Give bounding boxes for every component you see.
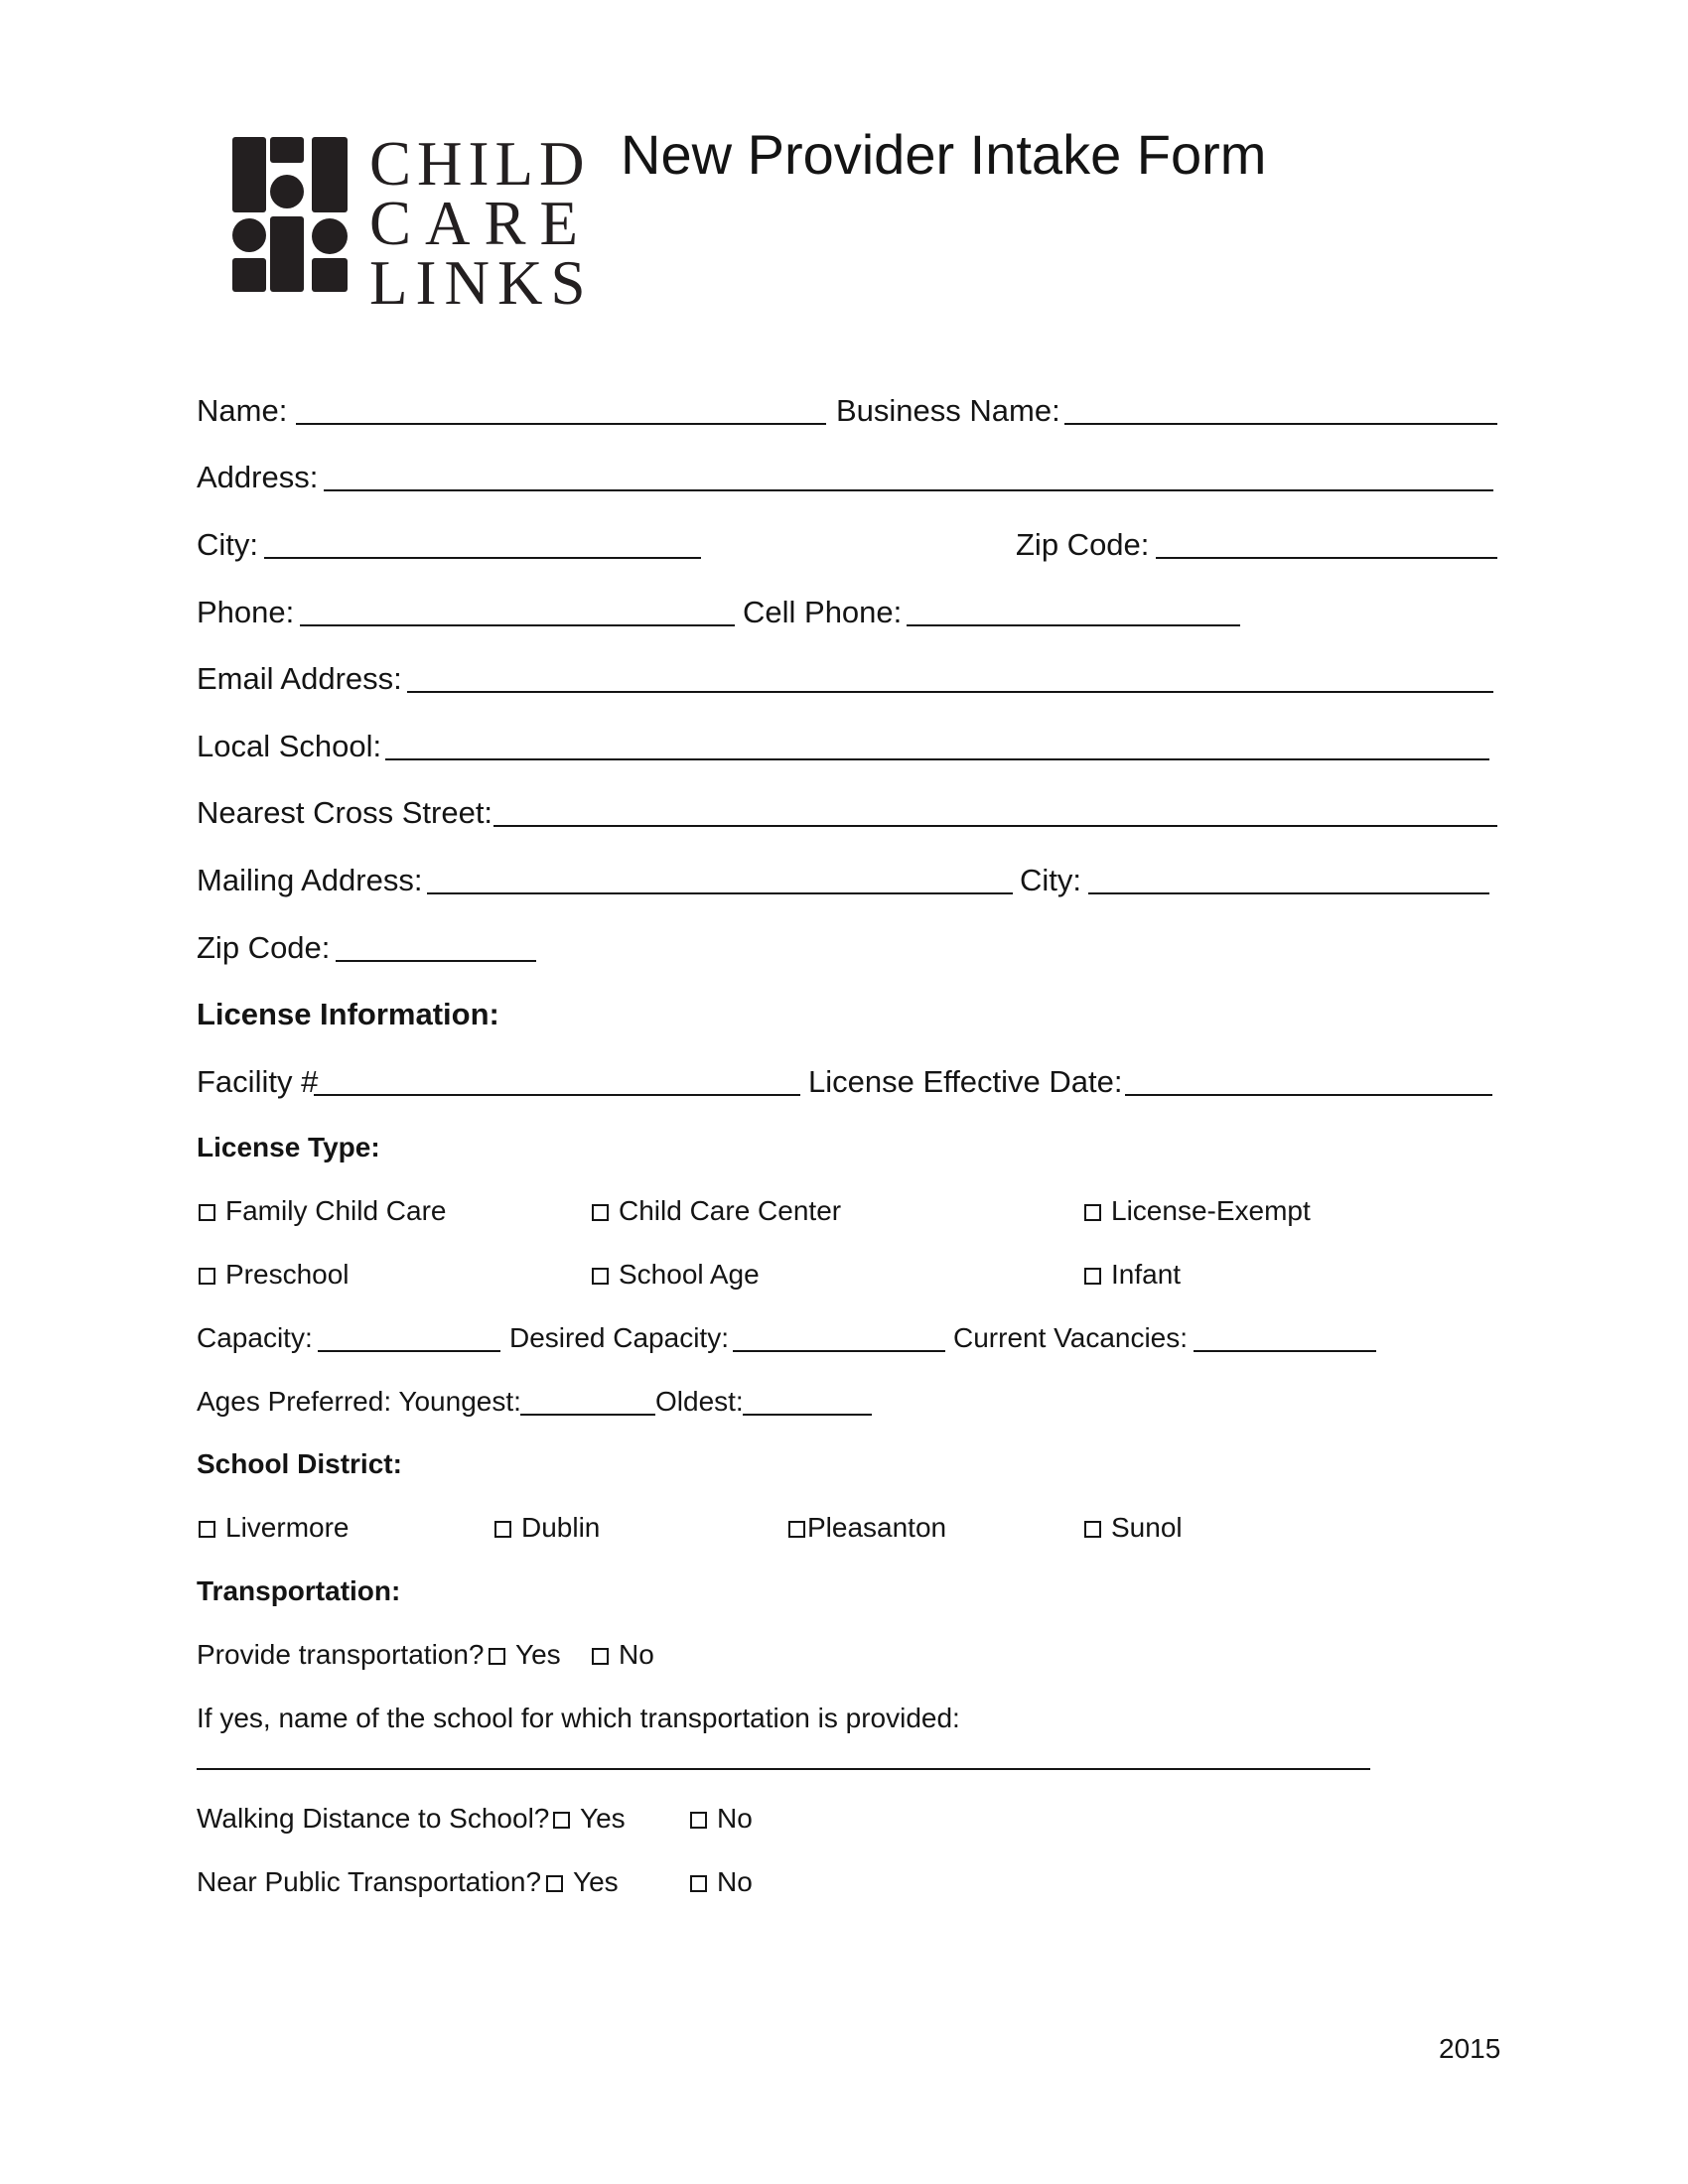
license-type-family-child-care[interactable]: Family Child Care (199, 1193, 447, 1229)
checkbox[interactable] (592, 1268, 609, 1285)
local-school-label: Local School: (197, 729, 382, 763)
name-field[interactable] (296, 423, 826, 425)
checkbox[interactable] (1084, 1268, 1101, 1285)
district-sunol[interactable]: Sunol (1084, 1510, 1183, 1546)
checkbox[interactable] (199, 1268, 215, 1285)
walking-distance-label: Walking Distance to School? (197, 1803, 550, 1834)
zip-code-label: Zip Code: (1016, 527, 1150, 562)
transportation-heading: Transportation: (197, 1575, 401, 1606)
mailing-city-label: City: (1020, 863, 1081, 897)
mailing-address-label: Mailing Address: (197, 863, 423, 897)
city-field[interactable] (264, 557, 701, 559)
desired-capacity-field[interactable] (733, 1350, 945, 1352)
logo-block (232, 137, 266, 212)
checkbox[interactable] (788, 1521, 805, 1538)
checkbox[interactable] (494, 1521, 511, 1538)
ages-preferred-label: Ages Preferred: Youngest: (197, 1386, 521, 1417)
city-label: City: (197, 527, 258, 562)
cell-phone-field[interactable] (907, 624, 1240, 626)
logo (230, 129, 594, 318)
email-field[interactable] (407, 691, 1493, 693)
oldest-label: Oldest: (655, 1386, 744, 1417)
provide-transportation-no[interactable]: No (592, 1637, 654, 1673)
mailing-zip-label: Zip Code: (197, 930, 331, 965)
license-information-heading: License Information: (197, 997, 499, 1031)
facility-label: Facility # (197, 1064, 319, 1099)
business-name-field[interactable] (1064, 423, 1497, 425)
logo-text-child: CHILD (369, 129, 591, 199)
form-title: New Provider Intake Form (621, 123, 1267, 186)
mailing-address-field[interactable] (427, 892, 1013, 894)
license-type-child-care-center[interactable]: Child Care Center (592, 1193, 841, 1229)
transportation-school-label: If yes, name of the school for which transportation is provided: (197, 1703, 960, 1733)
checkbox[interactable] (690, 1812, 707, 1829)
phone-label: Phone: (197, 595, 295, 629)
walking-distance-yes[interactable]: Yes (553, 1801, 626, 1837)
desired-capacity-label: Desired Capacity: (509, 1322, 729, 1353)
cross-street-field[interactable] (493, 825, 1497, 827)
checkbox[interactable] (690, 1875, 707, 1892)
oldest-field[interactable] (743, 1414, 872, 1416)
email-label: Email Address: (197, 661, 402, 696)
logo-block (312, 137, 348, 212)
checkbox[interactable] (592, 1648, 609, 1665)
capacity-label: Capacity: (197, 1322, 313, 1353)
business-name-label: Business Name: (836, 393, 1060, 428)
license-type-school-age[interactable]: School Age (592, 1257, 760, 1293)
checkbox[interactable] (489, 1648, 505, 1665)
youngest-field[interactable] (520, 1414, 655, 1416)
logo-block (270, 216, 304, 292)
public-transportation-label: Near Public Transportation? (197, 1866, 542, 1897)
logo-text-care: CARE (369, 189, 593, 258)
checkbox[interactable] (592, 1204, 609, 1221)
walking-distance-no[interactable]: No (690, 1801, 753, 1837)
local-school-field[interactable] (385, 758, 1489, 760)
logo-block (232, 258, 266, 292)
checkbox[interactable] (199, 1204, 215, 1221)
capacity-field[interactable] (318, 1350, 500, 1352)
transportation-school-field[interactable] (197, 1768, 1370, 1770)
public-transportation-no[interactable]: No (690, 1864, 753, 1900)
facility-field[interactable] (314, 1094, 800, 1096)
checkbox[interactable] (553, 1812, 570, 1829)
current-vacancies-field[interactable] (1194, 1350, 1376, 1352)
logo-text-links: LINKS (369, 248, 594, 318)
logo-block (312, 258, 348, 292)
district-dublin[interactable]: Dublin (494, 1510, 600, 1546)
checkbox[interactable] (1084, 1204, 1101, 1221)
logo-block (312, 218, 348, 254)
phone-field[interactable] (300, 624, 735, 626)
checkbox[interactable] (199, 1521, 215, 1538)
cross-street-label: Nearest Cross Street: (197, 795, 493, 830)
address-label: Address: (197, 460, 319, 494)
license-type-heading: License Type: (197, 1132, 380, 1162)
zip-code-field[interactable] (1156, 557, 1497, 559)
mailing-zip-field[interactable] (336, 960, 536, 962)
license-effective-date-label: License Effective Date: (808, 1064, 1123, 1099)
name-label: Name: (197, 393, 288, 428)
provide-transportation-label: Provide transportation? (197, 1639, 485, 1670)
logo-block (232, 218, 266, 252)
provide-transportation-yes[interactable]: Yes (489, 1637, 561, 1673)
district-pleasanton[interactable]: Pleasanton (788, 1510, 946, 1546)
current-vacancies-label: Current Vacancies: (953, 1322, 1189, 1353)
public-transportation-yes[interactable]: Yes (546, 1864, 619, 1900)
footer-year: 2015 (1439, 2033, 1501, 2064)
cell-phone-label: Cell Phone: (743, 595, 903, 629)
checkbox[interactable] (1084, 1521, 1101, 1538)
district-livermore[interactable]: Livermore (199, 1510, 349, 1546)
license-type-infant[interactable]: Infant (1084, 1257, 1181, 1293)
mailing-city-field[interactable] (1088, 892, 1489, 894)
school-district-heading: School District: (197, 1448, 402, 1479)
license-type-license-exempt[interactable]: License-Exempt (1084, 1193, 1311, 1229)
address-field[interactable] (324, 489, 1493, 491)
license-type-preschool[interactable]: Preschool (199, 1257, 350, 1293)
logo-block (270, 137, 304, 163)
logo-block (270, 175, 304, 208)
license-effective-date-field[interactable] (1125, 1094, 1492, 1096)
checkbox[interactable] (546, 1875, 563, 1892)
